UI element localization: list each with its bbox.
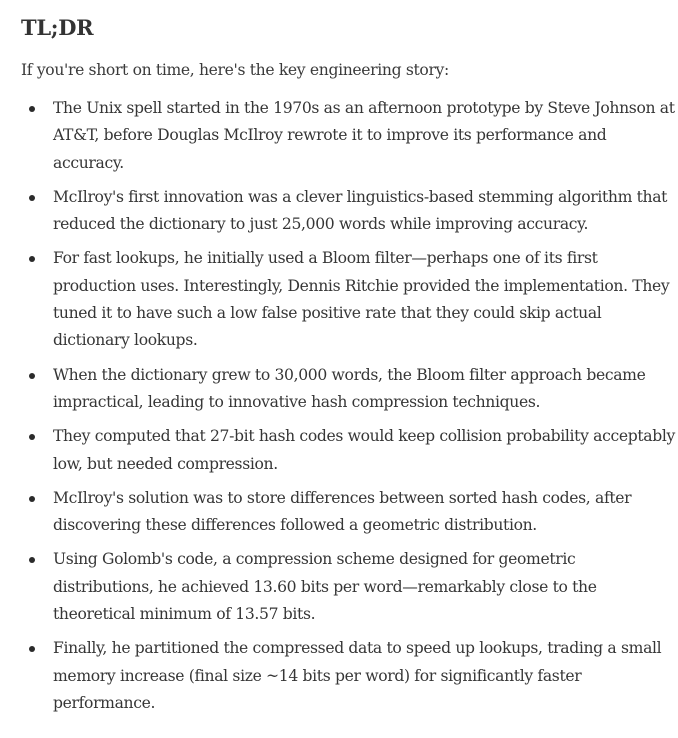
list-item: [21, 95, 678, 177]
bullet-icon: [29, 434, 35, 440]
bullet-icon: [29, 646, 35, 652]
list-item-text: McIlroy's solution was to store differences between sorted hash codes, after discovering these differences followed a geometric distribution.: [53, 488, 632, 535]
list-item: [21, 635, 678, 717]
list-item: [21, 184, 678, 239]
bullet-icon: [29, 373, 35, 379]
bullet-icon: [29, 496, 35, 502]
list-item-text: For fast lookups, he initially used a Bloom filter—perhaps one of its first production uses. Interestingly, Dennis Ritchie provided the implementation. They tuned it to have such a low false positive rate that they could skip actual dictionary lookups.: [53, 249, 670, 350]
list-item: [21, 362, 678, 417]
summary-list: [21, 95, 678, 717]
list-item-text: When the dictionary grew to 30,000 words, the Bloom filter approach became impractical, leading to innovative hash compression techniques.: [53, 365, 646, 411]
list-item: [21, 485, 678, 540]
list-item: [21, 546, 678, 628]
bullet-icon: [29, 106, 35, 112]
list-item-text: Using Golomb's code, a compression scheme designed for geometric distributions, he achieved 13.60 bits per word—remarkably close to the theoretical minimum of 13.57 bits.: [53, 550, 597, 624]
bullet-icon: [29, 195, 35, 201]
bullet-icon: [29, 557, 35, 563]
bullet-icon: [29, 256, 35, 262]
list-item-text: They computed that 27-bit hash codes would keep collision probability acceptably low, but needed compression.: [53, 427, 675, 473]
list-item: [21, 245, 678, 354]
list-item-text: Finally, he partitioned the compressed data to speed up lookups, trading a small memory increase (final size ~14 bits per word) for significantly faster performance.: [53, 639, 662, 712]
list-item: [21, 423, 678, 478]
list-item-text: The Unix spell started in the 1970s as an afternoon prototype by Steve Johnson at AT&T, before Douglas McIlroy rewrote it to improve its performance and accuracy.: [53, 99, 675, 172]
section-heading: TL;DR: [21, 15, 94, 40]
list-item-text: McIlroy's first innovation was a clever linguistics-based stemming algorithm that reduced the dictionary to just 25,000 words while improving accuracy.: [53, 187, 668, 234]
intro-paragraph: If you're short on time, here's the key engineering story:: [21, 61, 449, 79]
